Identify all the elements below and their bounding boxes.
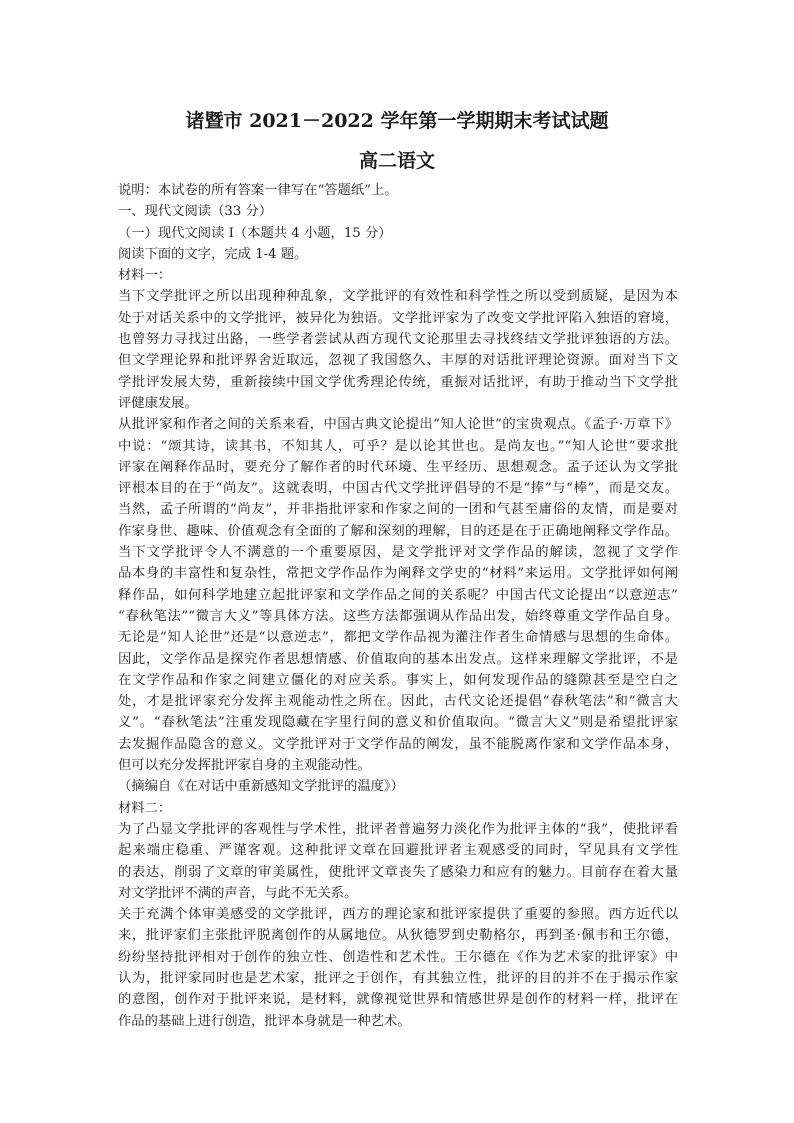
section-heading: 一、现代文阅读（33 分） <box>118 204 273 220</box>
text-line: 的表达，削弱了文章的审美属性，使批评文章丧失了感染力和应有的魅力。目前存在着大量 <box>118 864 678 880</box>
text-line: 从批评家和作者之间的关系来看，中国古典文论提出“知人论世”的宝贵观点。《孟子·万章下》 <box>118 417 678 433</box>
text-line: 认为，批评家同时也是艺术家，批评之于创作，有其独立性，批评的目的并不在于揭示作家 <box>118 970 678 986</box>
text-line: 当下文学批评之所以出现种种乱象，文学批评的有效性和科学性之所以受到质疑，是因为本 <box>118 289 678 305</box>
text-line: 对文学批评不满的声音，与此不无关系。 <box>118 885 358 901</box>
text-line: 为了凸显文学批评的客观性与学术性，批评者普遍努力淡化作为批评主体的“我”，使批评看 <box>118 821 678 837</box>
text-line: 中说：“颂其诗，读其书，不知其人，可乎？是以论其世也。是尚友也。”“知人论世”要求批 <box>118 438 678 454</box>
text-line: 处，才是批评家充分发挥主观能动性之所在。因此，古代文论还提倡“春秋笔法”和“微言大 <box>118 694 678 710</box>
text-line: 当然，孟子所谓的“尚友”，并非指批评家和作家之间的一团和气甚至庸俗的友情，而是要对 <box>118 502 678 518</box>
text-line: 关于充满个体审美感受的文学批评，西方的理论家和批评家提供了重要的参照。西方近代以 <box>118 907 678 923</box>
text-line: 但文学理论界和批评界舍近取远，忽视了我国悠久、丰厚的对话批评理论资源。面对当下文 <box>118 353 678 369</box>
subsection-heading: （一）现代文阅读 I（本题共 4 小题，15 分） <box>118 225 392 241</box>
text-line: 评健康发展。 <box>118 395 198 411</box>
text-line: “春秋笔法”“微言大义”等具体方法。这些方法都强调从作品出发，始终尊重文学作品自身。 <box>118 608 678 624</box>
text-line: 无论是“知人论世”还是“以意逆志”，都把文学作品视为灌注作者生命情感与思想的生命体。 <box>118 630 678 646</box>
text-line: 作家身世、趣味、价值观念有全面的了解和深刻的理解，目的还是在于正确地阐释文学作品。 <box>118 523 678 539</box>
text-line: 在文学作品和作家之间建立僵化的对应关系。事实上，如何发现作品的缝隙甚至是空白之 <box>118 672 678 688</box>
text-line: 处于对话关系中的文学批评，被异化为独语。文学批评家为了改变文学批评陷入独语的窘境， <box>118 310 678 326</box>
text-line: 来，批评家们主张批评脱离创作的从属地位。从狄德罗到史勒格尔，再到圣·佩韦和王尔德， <box>118 928 678 944</box>
material-label: 材料二： <box>118 800 172 816</box>
reading-instruction: 阅读下面的文字，完成 1-4 题。 <box>118 246 308 262</box>
text-line: 纷纷坚持批评相对于创作的独立性、创造性和艺术性。王尔德在《作为艺术家的批评家》中 <box>118 949 678 965</box>
page-subtitle: 高二语文 <box>358 150 435 172</box>
text-line: 学批评发展大势，重新接续中国文学优秀理论传统，重振对话批评，有助于推动当下文学批 <box>118 374 678 390</box>
text-line: 评根本目的在于“尚友”。这就表明，中国古代文学批评倡导的不是“捧”与“棒”，而是交友。 <box>118 481 678 497</box>
text-line: 义”。“春秋笔法”注重发现隐藏在字里行间的意义和价值取向。“微言大义”则是希望批评家 <box>118 715 678 731</box>
document-body <box>118 180 678 1032</box>
material-label: 材料一： <box>118 268 172 284</box>
text-line: 也曾努力寻找过出路，一些学者尝试从西方现代文论那里去寻找终结文学批评独语的方法。 <box>118 332 678 348</box>
text-line: 但可以充分发挥批评家自身的主观能动性。 <box>118 758 371 774</box>
text-line: 作品的基础上进行创造，批评本身就是一种艺术。 <box>118 1013 411 1029</box>
source-citation: （摘编自《在对话中重新感知文学批评的温度》） <box>118 779 404 795</box>
text-line: 的意图，创作对于批评来说，是材料，就像视觉世界和情感世界是创作的材料一样，批评在 <box>118 992 678 1008</box>
text-line: 当下文学批评令人不满意的一个重要原因，是文学批评对文学作品的解读，忽视了文学作 <box>118 545 678 561</box>
text-line: 释作品，如何科学地建立起批评家和文学作品之间的关系呢？中国古代文论提出“以意逆志” <box>118 587 678 603</box>
text-line: 品本身的丰富性和复杂性，常把文学作品作为阐释文学史的“材料”来运用。文学批评如何阐 <box>118 566 678 582</box>
page-title: 诸暨市 2021－2022 学年第一学期期末考试试题 <box>185 110 609 132</box>
text-line: 起来端庄稳重、严谨客观。这种批评文章在回避批评者主观感受的同时，罕见具有文学性 <box>118 843 678 859</box>
instruction-line: 说明：本试卷的所有答案一律写在“答题纸”上。 <box>118 183 398 198</box>
text-line: 评家在阐释作品时，要充分了解作者的时代环境、生平经历、思想观念。孟子还认为文学批 <box>118 459 678 475</box>
text-line: 去发掘作品隐含的意义。文学批评对于文学作品的阐发，虽不能脱离作家和文学作品本身， <box>118 736 678 752</box>
text-line: 因此，文学作品是探究作者思想情感、价值取向的基本出发点。这样来理解文学批评，不是 <box>118 651 678 667</box>
